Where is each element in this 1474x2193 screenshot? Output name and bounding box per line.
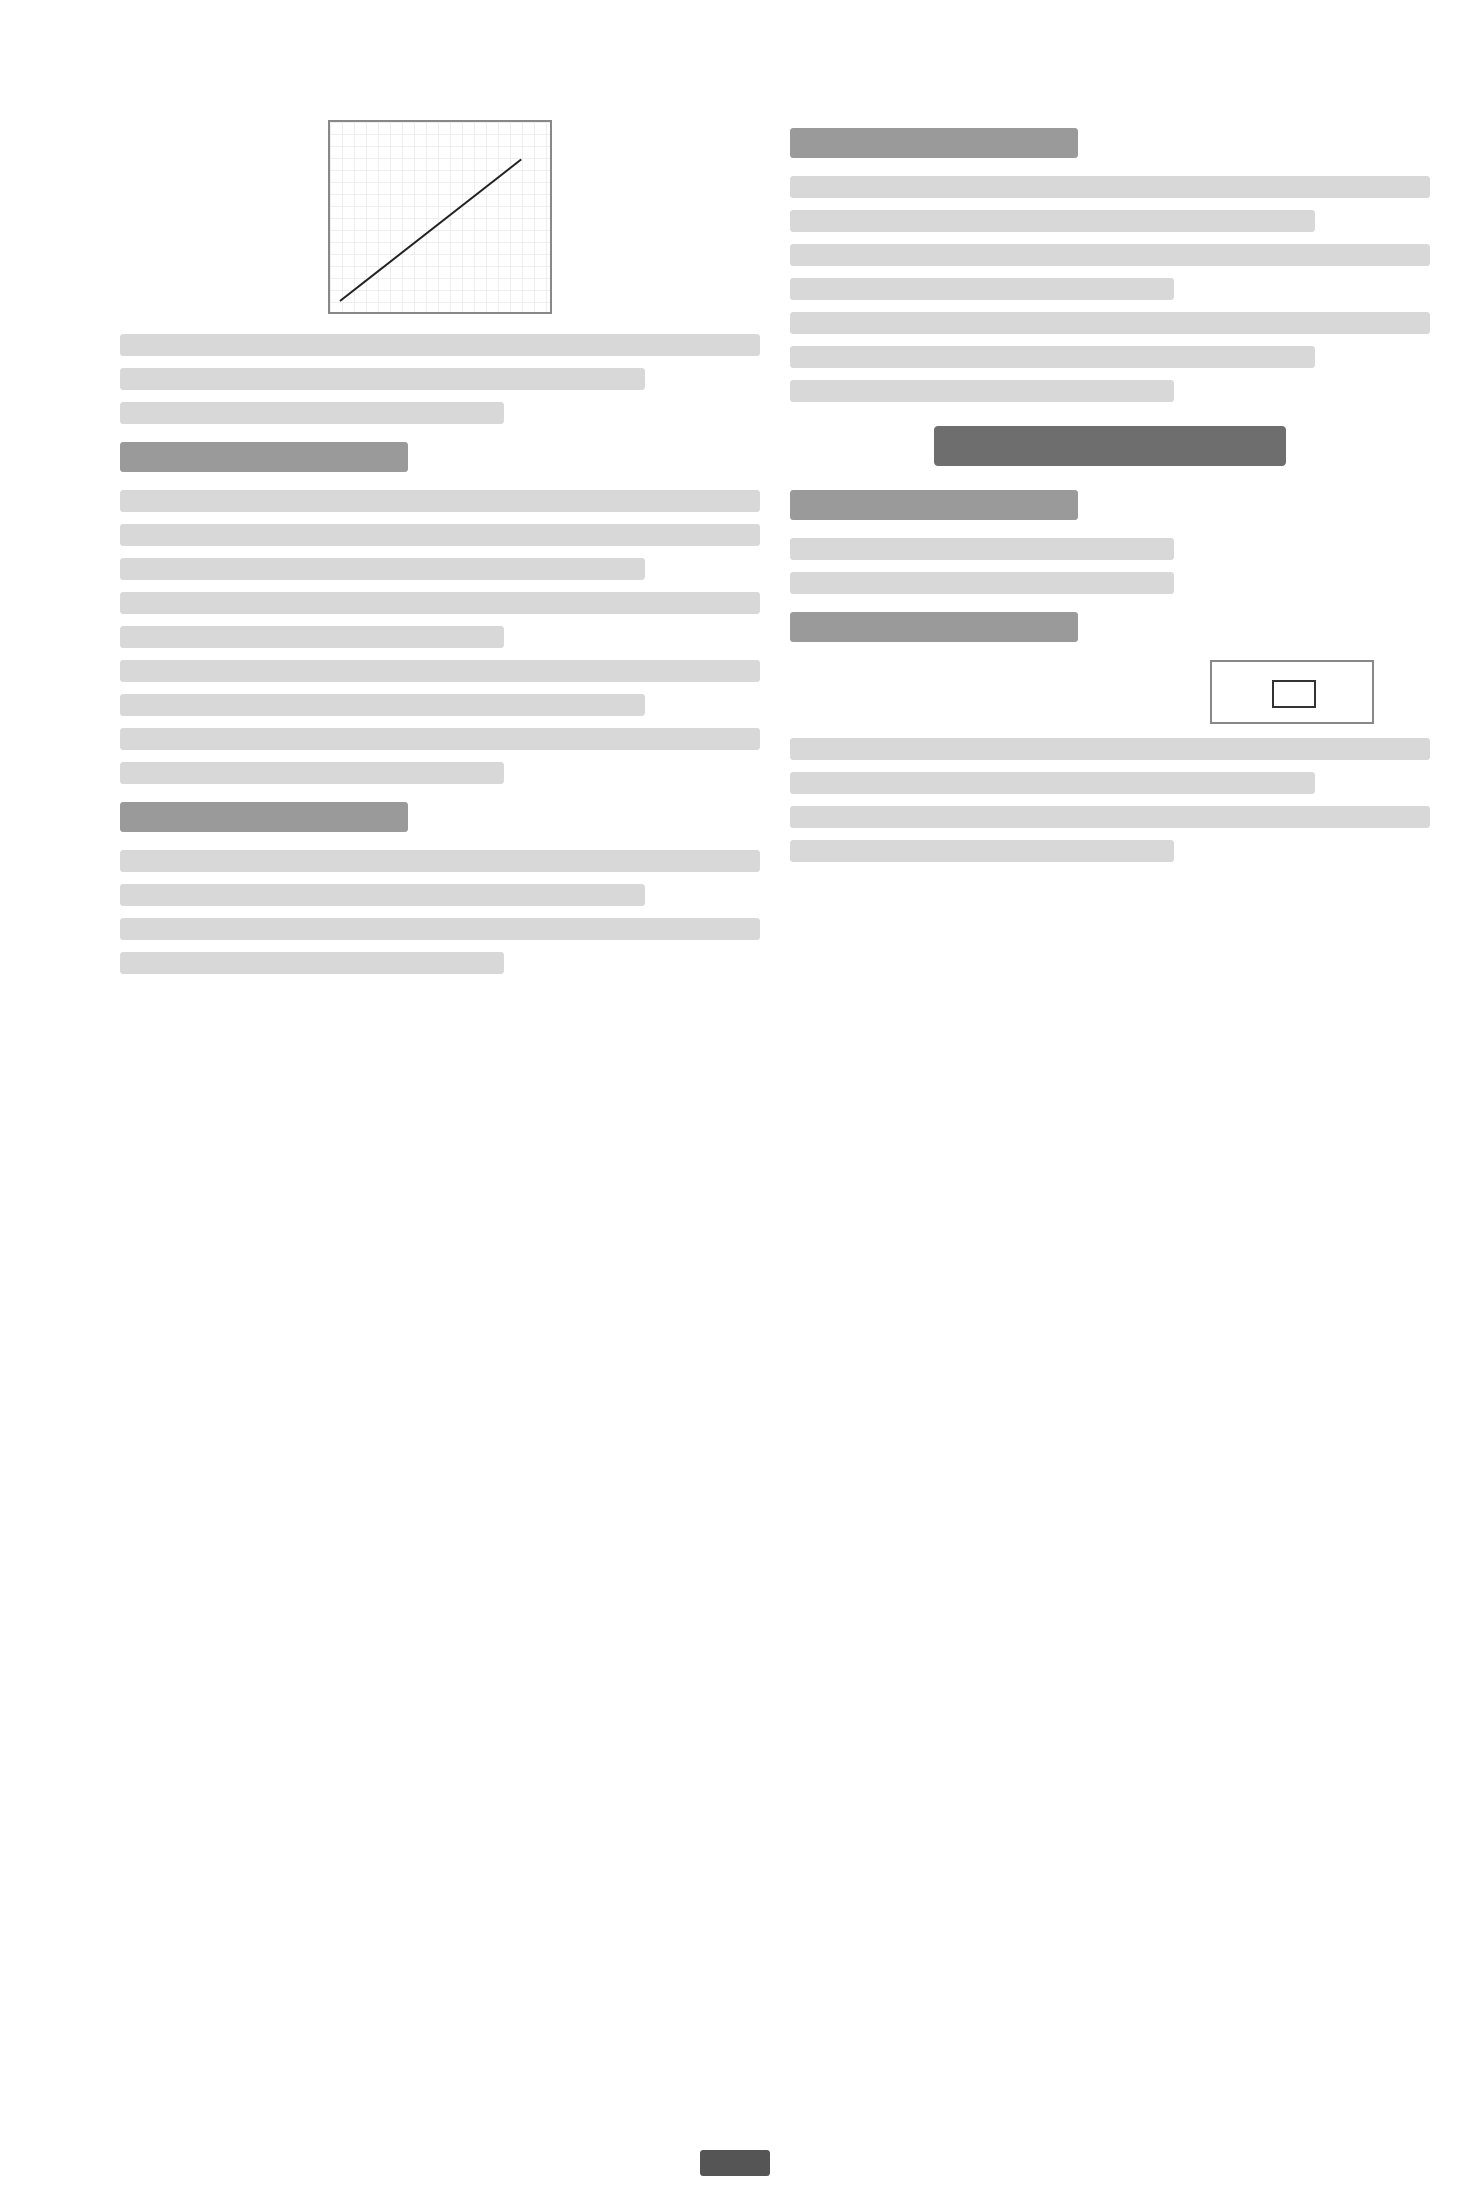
section-header	[120, 802, 408, 832]
text-line	[790, 312, 1430, 334]
right-column	[790, 110, 1430, 874]
answer-line	[120, 762, 504, 784]
text-line	[790, 572, 1174, 594]
text-line	[120, 884, 645, 906]
text-line	[790, 738, 1430, 760]
section-header	[120, 442, 408, 472]
text-line	[120, 490, 760, 512]
text-line	[790, 806, 1430, 828]
text-line	[120, 592, 760, 614]
text-line	[790, 210, 1315, 232]
text-line	[120, 524, 760, 546]
text-line	[120, 660, 760, 682]
answer-line	[120, 952, 504, 974]
text-line	[790, 176, 1430, 198]
acceleration-graph	[328, 120, 552, 314]
chapter-title	[934, 426, 1286, 466]
left-column	[120, 110, 760, 986]
fit-line	[339, 159, 521, 302]
text-line	[120, 368, 645, 390]
answer-line	[790, 380, 1174, 402]
section-header	[790, 612, 1078, 642]
text-line	[120, 850, 760, 872]
text-line	[790, 346, 1315, 368]
answer-line	[790, 278, 1174, 300]
text-line	[120, 728, 760, 750]
answer-line	[120, 402, 504, 424]
section-header	[790, 128, 1078, 158]
text-line	[120, 334, 760, 356]
text-line	[120, 918, 760, 940]
force-diagram	[1210, 660, 1374, 724]
block-object	[1272, 680, 1316, 708]
text-line	[120, 626, 504, 648]
section-header	[790, 490, 1078, 520]
page-number	[700, 2150, 770, 2176]
text-line	[120, 558, 645, 580]
text-line	[120, 694, 645, 716]
text-line	[790, 538, 1174, 560]
text-line	[790, 772, 1315, 794]
answer-line	[790, 840, 1174, 862]
text-line	[790, 244, 1430, 266]
